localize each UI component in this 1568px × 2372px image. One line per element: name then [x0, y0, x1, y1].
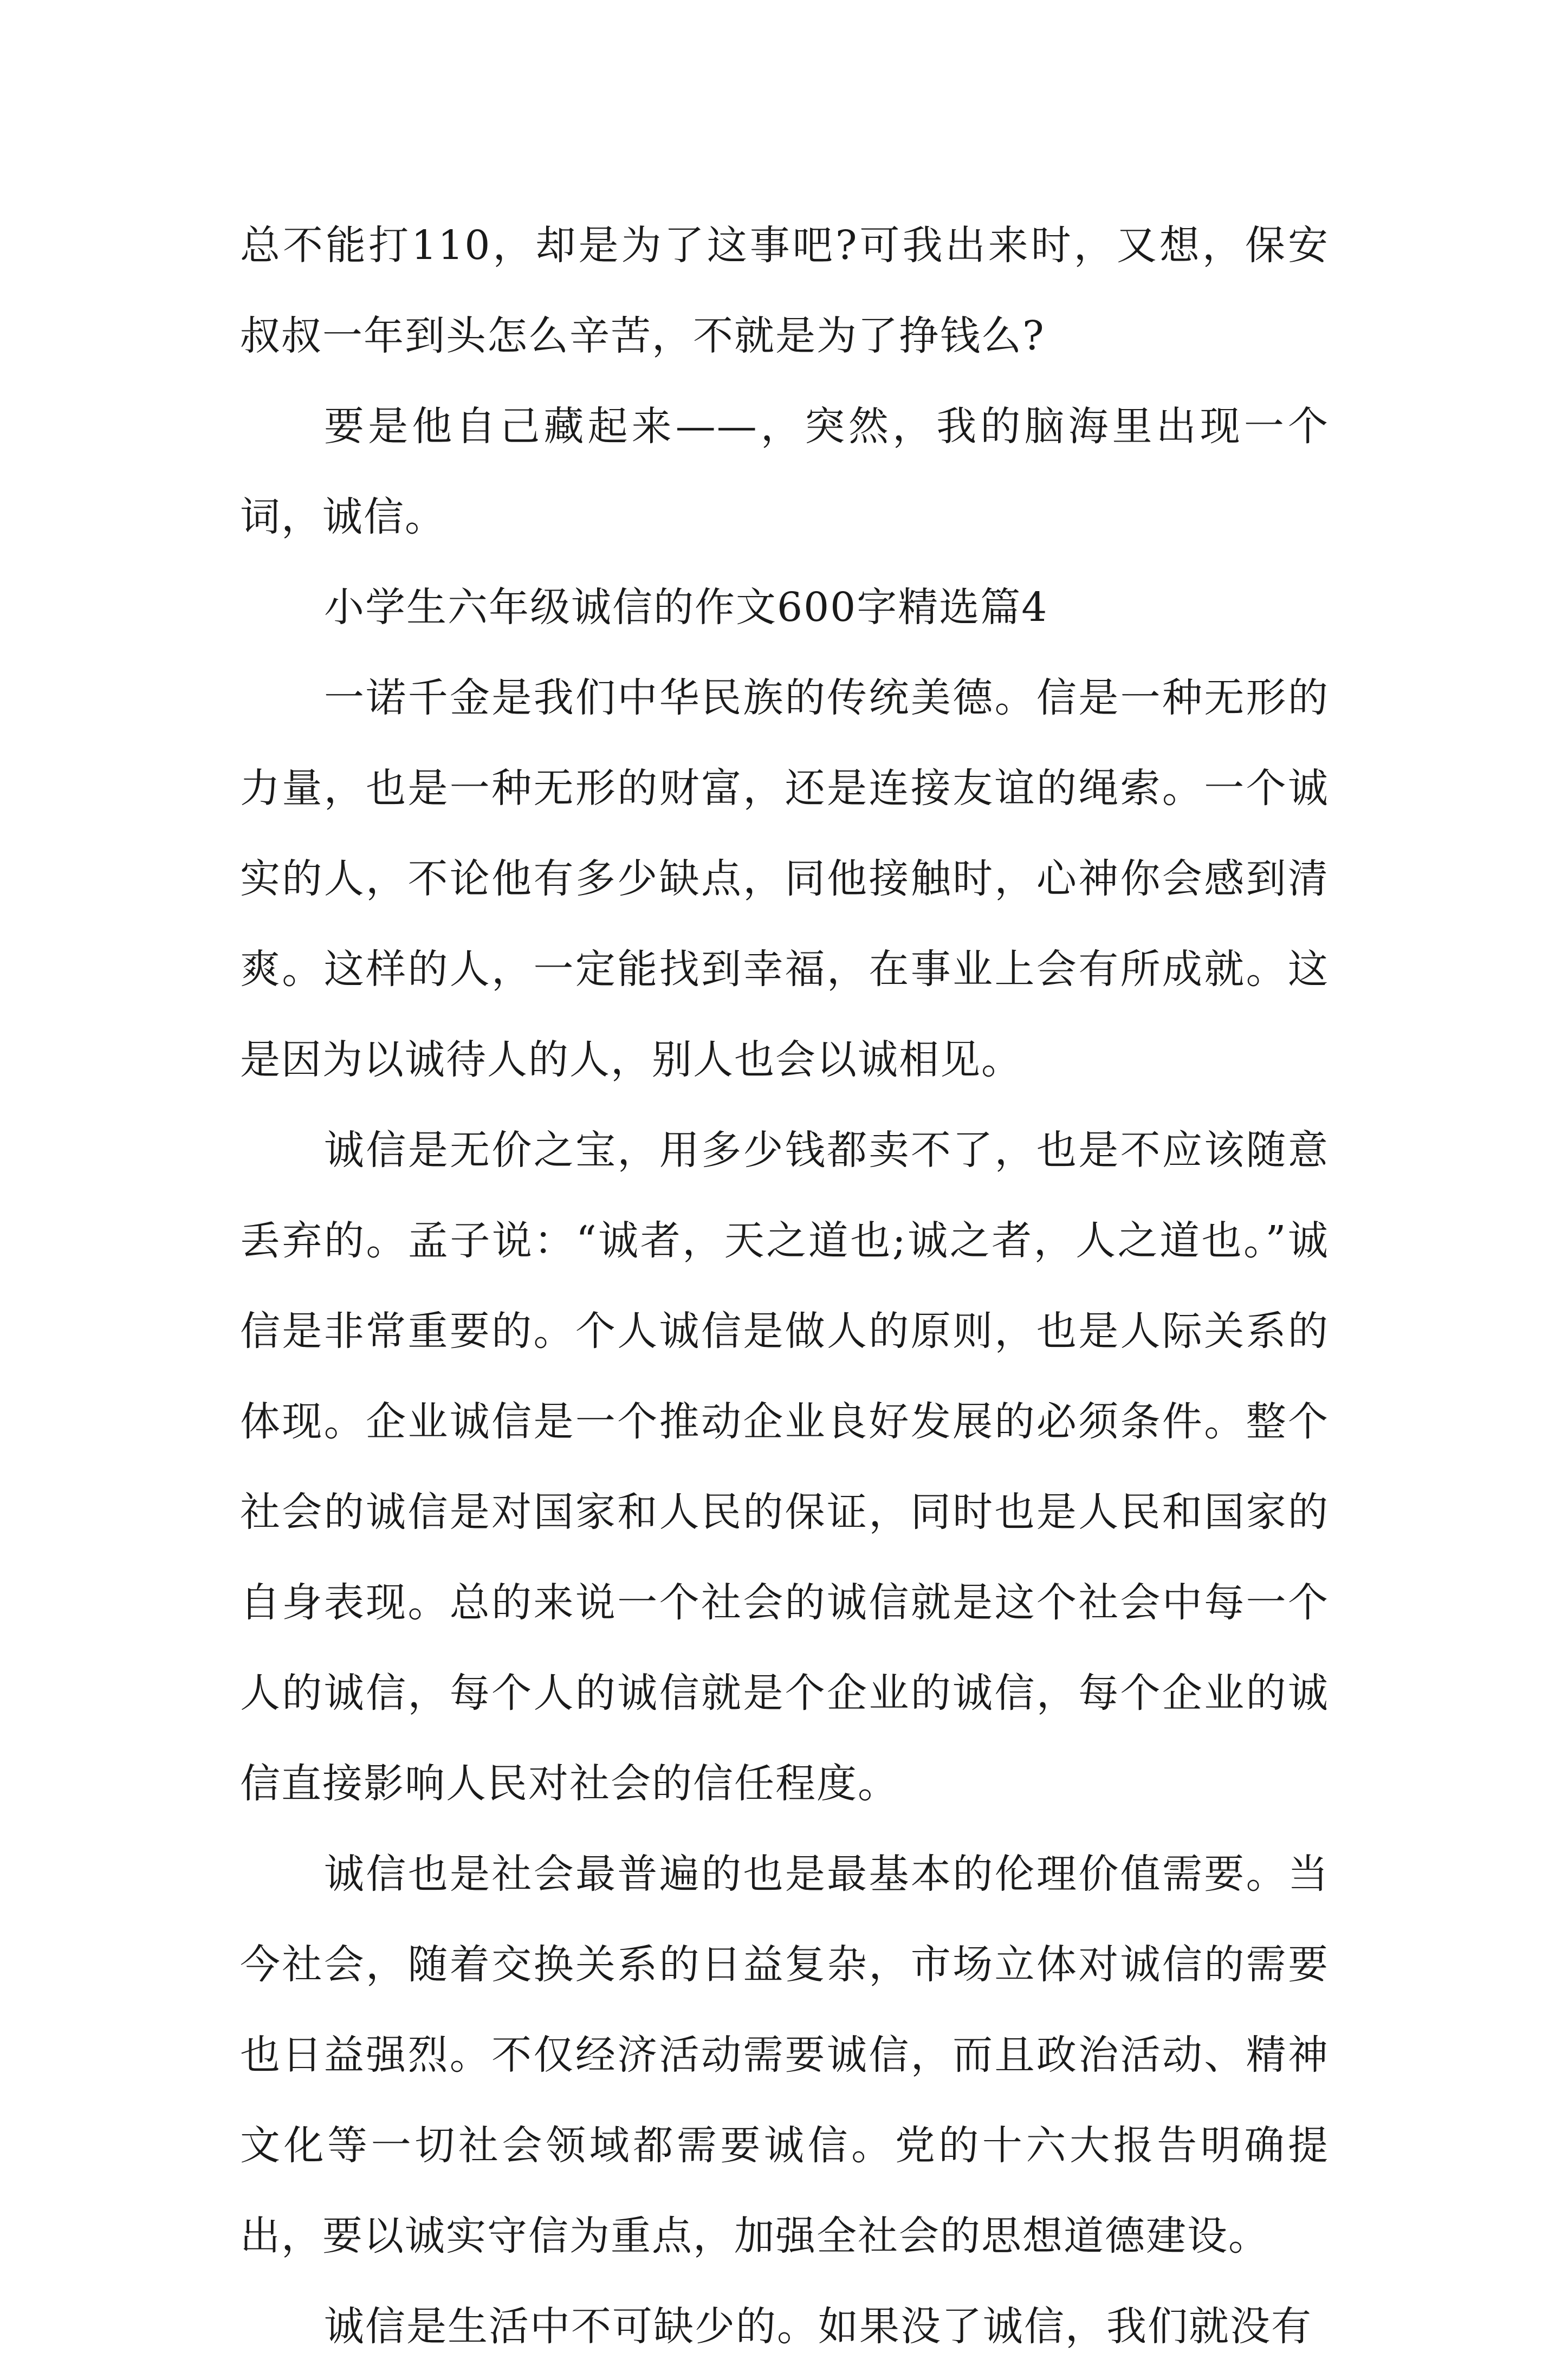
- paragraph: 诚信是生活中不可缺少的。如果没了诚信，我们就没有: [324, 2303, 1312, 2350]
- document-body: [240, 200, 1329, 2372]
- paragraph: 一诺千金是我们中华民族的传统美德。信是一种无形的力量，也是一种无形的财富，还是连接友谊的绳索。一个诚实的人，不论他有多少缺点，同他接触时，心神你会感到清爽。这样的人，一定能找到幸福，在事业上会有所成就。这是因为以诚待人的人，别人也会以诚相见。: [240, 675, 1329, 1083]
- paragraph-continued: 总不能打110，却是为了这事吧?可我出来时，又想，保安叔叔一年到头怎么辛苦，不就是为了挣钱么?: [240, 222, 1329, 359]
- paragraph: 诚信也是社会最普遍的也是最基本的伦理价值需要。当今社会，随着交换关系的日益复杂，市场立体对诚信的需要也日益强烈。不仅经济活动需要诚信，而且政治活动、精神文化等一切社会领域都需要诚信。党的十六大报告明确提出，要以诚实守信为重点，加强全社会的思想道德建设。: [240, 1851, 1329, 2259]
- section-heading: 小学生六年级诚信的作文600字精选篇4: [324, 584, 1048, 631]
- paragraph: 诚信是无价之宝，用多少钱都卖不了，也是不应该随意丢弃的。孟子说：“诚者，天之道也;诚之者，人之道也。”诚信是非常重要的。个人诚信是做人的原则，也是人际关系的体现。企业诚信是一个推动企业良好发展的必须条件。整个社会的诚信是对国家和人民的保证，同时也是人民和国家的自身表现。总的来说一个社会的诚信就是这个社会中每一个人的诚信，每个人的诚信就是个企业的诚信，每个企业的诚信直接影响人民对社会的信任程度。: [240, 1127, 1329, 1807]
- paragraph: 要是他自己藏起来——，突然，我的脑海里出现一个词，诚信。: [240, 403, 1329, 540]
